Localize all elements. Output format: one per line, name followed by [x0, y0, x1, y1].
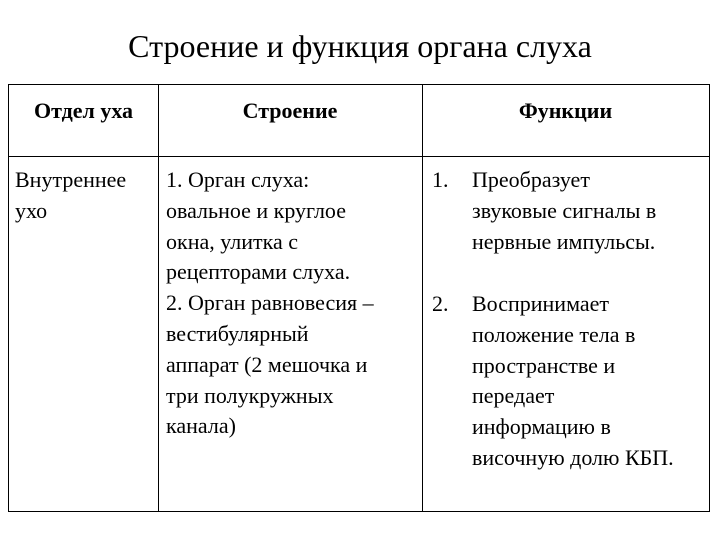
function-item: [472, 289, 707, 474]
column-divider: [158, 85, 159, 511]
header-divider: [9, 156, 709, 157]
function-line: Воспринимает: [472, 291, 609, 316]
header-section: Отдел уха: [33, 98, 134, 123]
section-cell: [15, 165, 155, 227]
structure-line: вестибулярный: [166, 320, 309, 346]
page-title: Строение и функция органа слуха: [128, 28, 592, 64]
structure-line: 1. Орган слуха:: [166, 167, 310, 192]
column-divider: [422, 85, 423, 511]
structure-line: овальное и круглое: [166, 197, 346, 223]
section-line: Внутреннее: [15, 167, 127, 192]
structure-line: аппарат (2 мешочка и: [166, 351, 368, 377]
header-functions: Функции: [518, 98, 613, 123]
function-line: звуковые сигналы в: [472, 197, 657, 223]
function-number: 1.: [432, 167, 449, 192]
function-item: [472, 165, 707, 257]
organ-table: [8, 84, 710, 512]
function-line: передает: [472, 383, 555, 409]
function-line: положение тела в: [472, 321, 636, 347]
structure-line: три полукружных: [166, 382, 334, 408]
function-line: пространстве и: [472, 352, 616, 378]
section-line: ухо: [15, 197, 48, 223]
function-line: нервные импульсы.: [472, 228, 656, 254]
function-line: височную долю КБП.: [472, 444, 674, 470]
function-number: 2.: [432, 291, 449, 316]
structure-line: окна, улитка с: [166, 228, 299, 254]
structure-line: рецепторами слуха.: [166, 259, 351, 285]
structure-line: 2. Орган равновесия –: [166, 290, 374, 316]
structure-line: канала): [166, 413, 236, 439]
structure-cell: [166, 165, 420, 442]
function-line: Преобразует: [472, 167, 590, 192]
function-line: информацию в: [472, 414, 611, 440]
header-structure: Строение: [242, 98, 338, 123]
